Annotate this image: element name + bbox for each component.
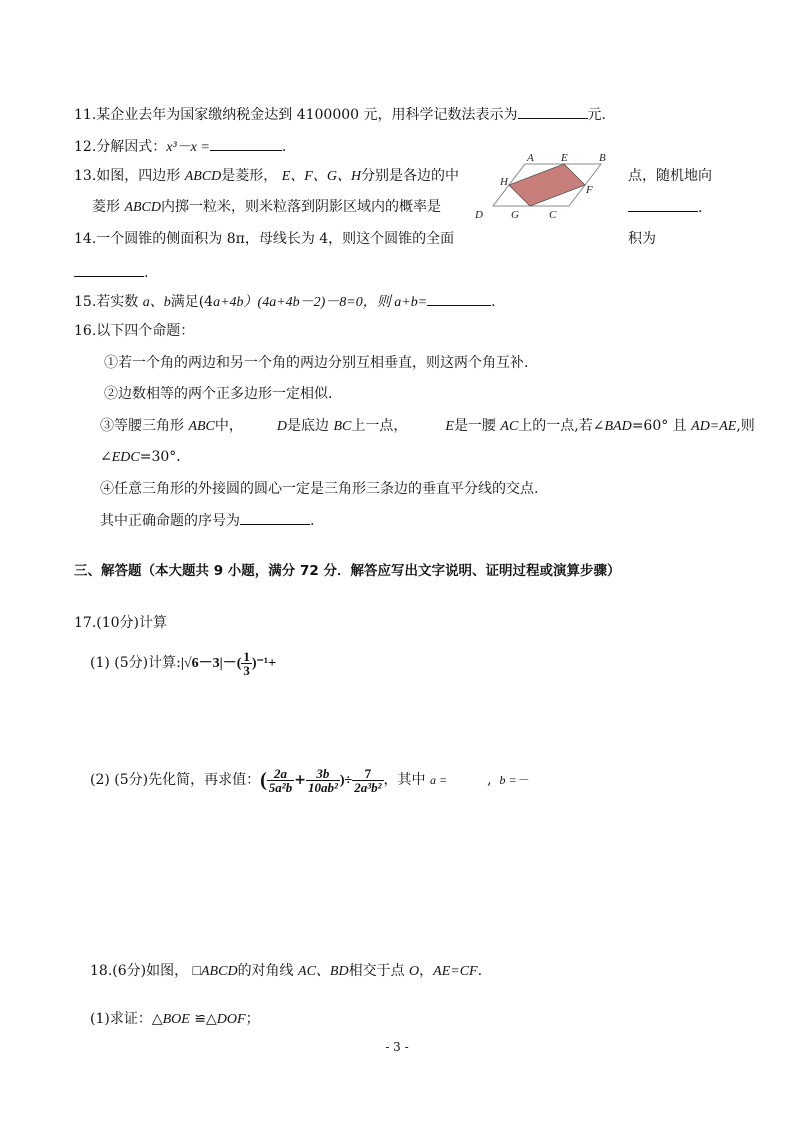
q13-tail: .	[698, 200, 703, 216]
q16-p3a: ③等腰三角形	[100, 418, 189, 434]
q11-text: 11.某企业去年为国家缴纳税金达到 4100000 元，用科学记数法表示为	[74, 107, 518, 123]
q13-abcd: ABCD	[184, 169, 222, 184]
q15-ab: a、b	[142, 295, 171, 310]
q17-p2-tail: ，其中	[383, 772, 430, 788]
q16-proposition-3-line2	[100, 447, 190, 468]
question-12	[74, 136, 286, 158]
q17-f2-num: 3b	[306, 767, 340, 781]
q16-proposition-2: ②边数相等的两个正多边形一定相似.	[104, 386, 333, 402]
q13-line1-right: 点，随机地向	[628, 168, 712, 184]
q17-plus: +	[294, 772, 306, 788]
q17-p2-fraction-3	[352, 767, 383, 794]
q17-p2-a: a =	[429, 773, 448, 787]
q13-line1-mid: 是菱形，	[221, 168, 282, 184]
q17-p2-fraction-2	[306, 767, 340, 794]
q13-efgh: E、F、G、H	[281, 169, 362, 184]
q18-title-end: ，	[419, 963, 434, 979]
q12-tail: .	[281, 139, 287, 155]
q16-p3i: 是一腰	[453, 418, 501, 434]
q16-p3n: AD=AE	[691, 419, 737, 434]
q14-right: 积为	[628, 231, 656, 247]
q16-proposition-1: ①若一个角的两边和另一个角的两边分别互相垂直，则这两个角互补.	[104, 355, 529, 371]
q17-open-paren: (	[260, 769, 267, 791]
q16-p3h: E	[445, 419, 454, 434]
question-17-title: 17.(10分)计算	[74, 615, 168, 631]
q13-line1-pre: 13.如图，四边形	[74, 168, 185, 184]
q11-answer-blank	[518, 104, 588, 119]
q16-tail: .	[310, 513, 315, 529]
q16-p3f: BC	[333, 419, 352, 434]
q14-answer	[74, 262, 148, 283]
label-F: F	[586, 184, 593, 196]
q17-p1-abs: |√6－3|－(	[180, 656, 242, 671]
label-C: C	[549, 209, 557, 221]
q18-title-mid: 相交于点	[348, 963, 410, 979]
q18-p1-expr: BOE	[162, 1012, 190, 1027]
q11-tail: 元.	[587, 107, 606, 123]
rhombus-figure	[473, 150, 623, 230]
q18-dot: .	[477, 963, 483, 979]
q18-p1-pre: (1)求证：△	[90, 1011, 163, 1027]
q16-p3c: 中，	[214, 418, 243, 434]
page-number: - 3 -	[385, 1040, 409, 1054]
q17-div: )÷	[339, 773, 353, 788]
q17-p1-tail: )⁻¹+	[251, 656, 277, 671]
q18-p1-cong: ≌△	[189, 1011, 217, 1027]
q12-answer-blank	[210, 136, 282, 151]
q17-p1-fraction	[241, 650, 252, 677]
q18-parallelogram: □ABCD	[192, 964, 238, 979]
q17-f1-num: 2a	[267, 767, 294, 781]
question-14: 14.一个圆锥的侧面积为 8π，母线长为 4，则这个圆锥的全面	[74, 231, 455, 247]
q16-proposition-4: ④任意三角形的外接圆的圆心一定是三角形三条边的垂直平分线的交点.	[100, 481, 539, 497]
q15-expr: a+4b）(4a+4b－2)－8=0，则	[213, 295, 395, 310]
q15-answer-blank	[427, 291, 491, 306]
q16-p3b: ABC	[188, 419, 215, 434]
q16-p3k: 上的一点,若∠	[518, 418, 605, 434]
q18-part-1	[90, 1009, 260, 1030]
q18-aecf: AE=CF	[433, 964, 478, 979]
q16-p3line2c: =30°．	[139, 449, 191, 465]
q17-f1-den: 5a²b	[268, 779, 293, 795]
q15-sum: a+b=	[394, 295, 428, 310]
q18-acbd: AC、BD	[298, 964, 349, 979]
question-11	[74, 104, 606, 125]
q14-tail: .	[144, 265, 149, 281]
question-13-line2	[92, 197, 441, 218]
q17-f2-den: 10ab²	[307, 779, 338, 795]
label-E: E	[561, 152, 568, 164]
q12-expr: x³－x =	[166, 140, 210, 155]
q18-o: O	[409, 964, 420, 979]
q17-f3-den: 2a³b²	[354, 779, 382, 795]
question-18-title	[90, 961, 482, 982]
q16-p3line2b: EDC	[111, 450, 140, 465]
label-D: D	[475, 209, 483, 221]
label-A: A	[527, 152, 534, 164]
q16-p3line2a: ∠	[100, 449, 112, 465]
label-G: G	[511, 209, 519, 221]
question-13-line1	[74, 166, 459, 187]
q13-answer	[628, 197, 702, 218]
q16-p3o: ,则	[736, 418, 755, 434]
q14-answer-blank	[74, 262, 144, 277]
q16-answer	[100, 510, 314, 531]
q17-p1-frac-den: 3	[243, 662, 250, 678]
q18-title-pre: 18.(6分)如图，	[90, 963, 193, 979]
q18-title-post: 的对角线	[237, 963, 299, 979]
question-15	[74, 291, 496, 313]
question-16-title: 16.以下四个命题：	[74, 323, 195, 339]
q17-part-2: (2) (5分)先化简，再求值：( $\frac{2a}{\text{5a²b}}$ + $\frac{3b}{\text{10ab²}}$ )÷ $\frac{7}{\text{2a³b²}}$ ，其中 a = , b =－	[90, 765, 529, 795]
q15-tail: .	[491, 294, 496, 310]
q16-p3m: =60° 且	[631, 418, 692, 434]
q18-p1-tail: ；	[245, 1011, 260, 1027]
q16-p3l: BAD	[604, 419, 632, 434]
q16-answer-blank	[240, 510, 310, 525]
q13-line2-post: 内掷一粒米，则米粒落到阴影区域内的概率是	[161, 199, 442, 215]
q13-line2-pre: 菱形	[92, 199, 125, 215]
label-H: H	[500, 176, 508, 188]
q13-line1-post: 分别是各边的中	[361, 168, 460, 184]
q15-pre: 15.若实数	[74, 294, 143, 310]
q15-mid: 满足(4	[170, 294, 214, 310]
section-3-heading: 三、解答题（本大题共 9 小题，满分 72 分．解答应写出文字说明、证明过程或演算步骤）	[74, 563, 621, 579]
q13-abcd-2: ABCD	[124, 200, 162, 215]
q16-proposition-3	[100, 416, 755, 437]
q18-p1-expr2: DOF	[216, 1012, 246, 1027]
q17-p2-fraction-1	[267, 767, 294, 794]
q17-p2-b: b =－	[499, 773, 529, 787]
q16-p3e: 是底边	[287, 418, 334, 434]
label-B: B	[599, 152, 606, 164]
q17-f3-num: 7	[352, 767, 383, 781]
q16-answer-label: 其中正确命题的序号为	[100, 513, 240, 529]
q12-text: 12.分解因式：	[74, 139, 167, 155]
q16-p3g: 上一点，	[351, 418, 408, 434]
q16-p3j: AC	[500, 419, 519, 434]
q13-answer-blank	[628, 197, 698, 212]
q16-p3d: D	[276, 419, 288, 434]
q17-p1-frac-num: 1	[243, 648, 250, 664]
q17-part-1	[90, 648, 276, 679]
q17-p2-label: (2) (5分)先化简，再求值：	[90, 772, 261, 788]
q17-p1-label: (1) (5分)计算:	[90, 655, 181, 671]
